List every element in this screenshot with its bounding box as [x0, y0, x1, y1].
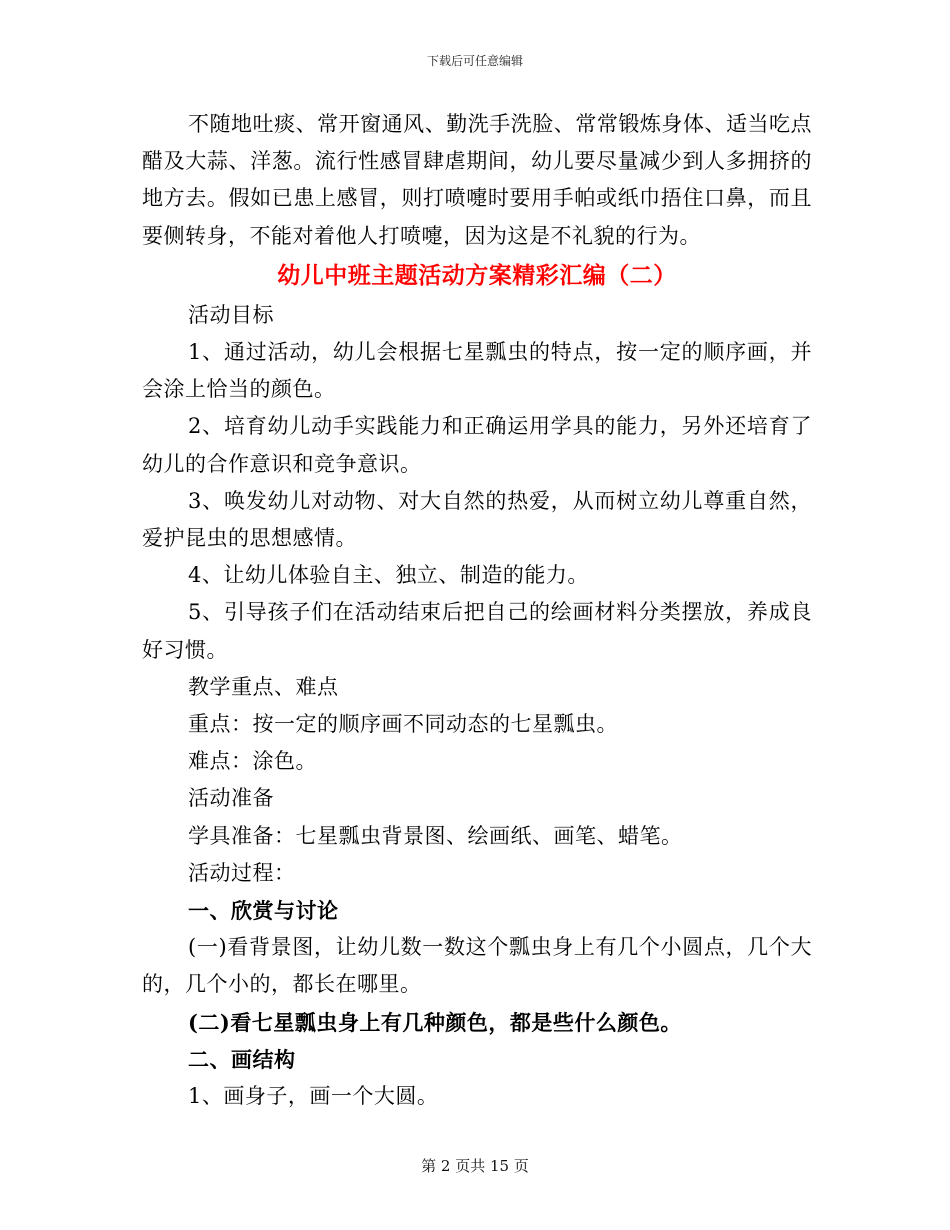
- key-point: 重点：按一定的顺序画不同动态的七星瓢虫。: [188, 712, 618, 737]
- section-1-heading: 一、欣赏与讨论: [188, 898, 339, 924]
- document-title: 幼儿中班主题活动方案精彩汇编（二）: [277, 261, 677, 289]
- key-points-heading: 教学重点、难点: [188, 674, 339, 699]
- page-footer: 第 2 页共 15 页: [421, 1157, 529, 1175]
- page-header: 下载后可任意编辑: [426, 54, 523, 68]
- preparation-heading: 活动准备: [188, 786, 274, 811]
- goal-item-3: 3、唤发幼儿对动物、对大自然的热爱，从而树立幼儿尊重自然，爱护昆虫的思想感情。: [142, 488, 812, 551]
- section-2-heading: 二、画结构: [188, 1046, 296, 1072]
- goal-item-4: 4、让幼儿体验自主、独立、制造的能力。: [188, 563, 589, 588]
- process-heading: 活动过程：: [188, 860, 296, 885]
- goals-heading: 活动目标: [188, 302, 274, 327]
- goal-item-1: 1、通过活动，幼儿会根据七星瓢虫的特点，按一定的顺序画，并会涂上恰当的颜色。: [142, 340, 812, 402]
- intro-paragraph: 不随地吐痰、常开窗通风、勤洗手洗脸、常常锻炼身体、适当吃点醋及大蒜、洋葱。流行性感冒肆虐期间，幼儿要尽量减少到人多拥挤的地方去。假如已患上感冒，则打喷嚏时要用手帕或纸巾捂住口鼻，而且要侧转身，不能对着他人打喷嚏，因为这是不礼貌的行为。: [142, 112, 812, 248]
- section-1-item-2: (二)看七星瓢虫身上有几种颜色，都是些什么颜色。: [188, 1009, 682, 1035]
- section-2-item-1: 1、画身子，画一个大圆。: [188, 1084, 439, 1109]
- goal-item-5: 5、引导孩子们在活动结束后把自己的绘画材料分类摆放，养成良好习惯。: [142, 600, 812, 662]
- preparation-materials: 学具准备：七星瓢虫背景图、绘画纸、画笔、蜡笔。: [188, 823, 683, 848]
- difficult-point: 难点：涂色。: [188, 749, 317, 774]
- section-1-item-1: (一)看背景图，让幼儿数一数这个瓢虫身上有几个小圆点，几个大的，几个小的，都长在哪里。: [142, 935, 812, 997]
- document-body: [142, 106, 812, 1115]
- goal-item-2: 2、培育幼儿动手实践能力和正确运用学具的能力，另外还培育了幼儿的合作意识和竞争意识。: [142, 414, 812, 476]
